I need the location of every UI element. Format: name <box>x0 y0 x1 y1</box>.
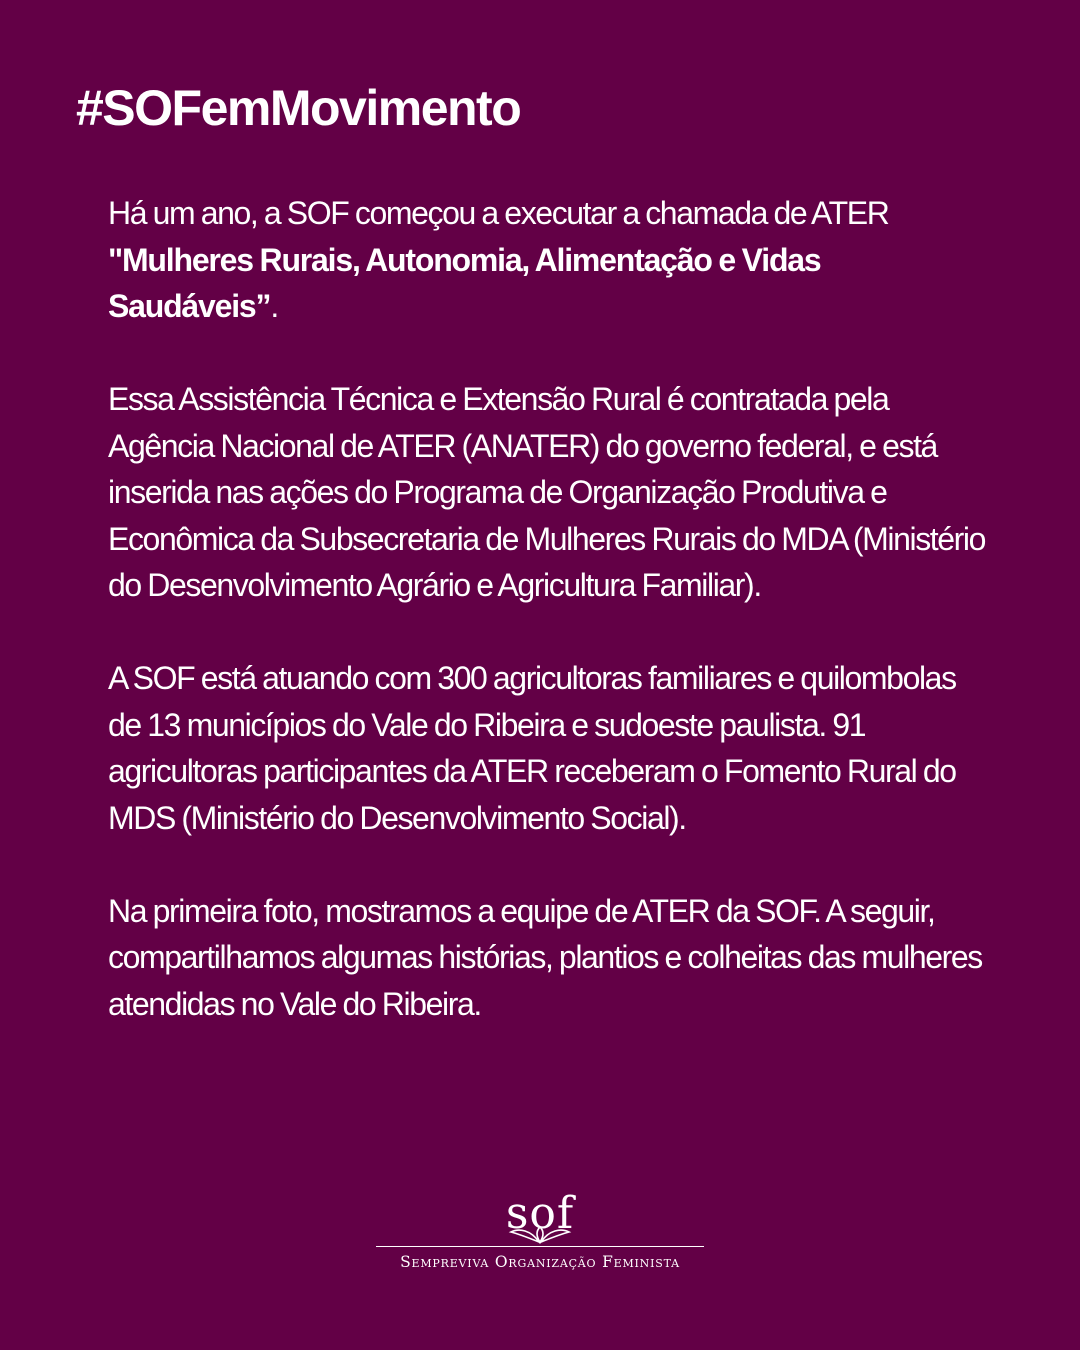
logo-wordmark: sof <box>505 1188 575 1239</box>
program-name: "Mulheres Rurais, Autonomia, Alimentação e Vidas Saudáveis” <box>108 241 821 324</box>
sof-logo <box>376 1188 704 1271</box>
paragraph-intro <box>108 190 988 330</box>
paragraph-photos: Na primeira foto, mostramos a equipe de ATER da SOF. A seguir, compartilhamos algumas histórias, plantios e colheitas das mulheres atendidas no Vale do Ribeira. <box>108 892 982 1022</box>
paragraph-participants: A SOF está atuando com 300 agricultoras familiares e quilombolas de 13 municípios do Vale do Ribeira e sudoeste paulista. 91 agricultoras participantes da ATER receberam o Fomento Rural do MDS (Ministério do Desenvolvimento Social). <box>108 660 956 836</box>
paragraph-intro-end: . <box>270 288 278 324</box>
logo-divider <box>376 1246 704 1247</box>
hashtag-title: #SOFemMovimento <box>76 80 521 136</box>
body-text <box>108 190 988 1074</box>
paragraph-intro-text: Há um ano, a SOF começou a executar a chamada de ATER <box>108 195 889 231</box>
logo-tagline: Sempreviva Organização Feminista <box>400 1253 680 1271</box>
paragraph-ater-description: Essa Assistência Técnica e Extensão Rural é contratada pela Agência Nacional de ATER (ANATER) do governo federal, e está inserida nas ações do Programa de Organização Produtiva e Econômica da Subsecretaria de Mulheres Rurais do MDA (Ministério do Desenvolvimento Agrário e Agricultura Familiar). <box>108 381 986 603</box>
